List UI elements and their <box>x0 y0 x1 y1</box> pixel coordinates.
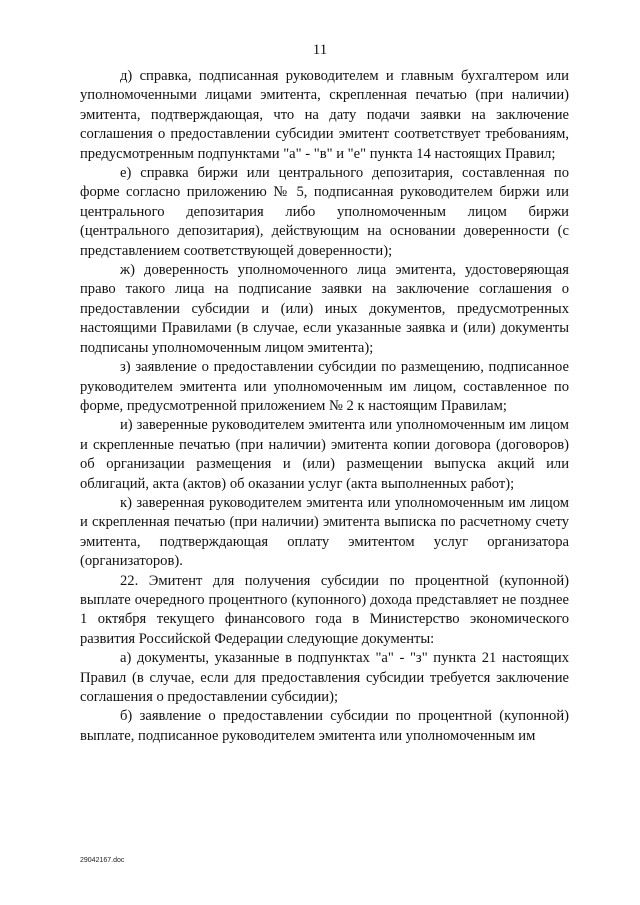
paragraph-zh: ж) доверенность уполномоченного лица эмитента, удостоверяющая право такого лица на подписание заявки на заключение соглашения о предоставлении субсидии и (или) иных документов, предусмотренных настоящими Правилами (в случае, если указанные заявка и (или) документы подписаны уполномоченным лицом эмитента); <box>80 262 569 356</box>
document-body <box>80 67 569 746</box>
paragraph-22-b: б) заявление о предоставлении субсидии по процентной (купонной) выплате, подписанное руководителем эмитента или уполномоченным им <box>80 708 569 744</box>
paragraph-e: е) справка биржи или центрального депозитария, составленная по форме согласно приложению № 5, подписанная руководителем биржи или центрального депозитария либо уполномоченным лицом биржи (центрального депозитария), действующим на основании доверенности (с представлением соответствующей доверенности); <box>80 165 569 259</box>
paragraph-22: 22. Эмитент для получения субсидии по процентной (купонной) выплате очередного процентного (купонного) дохода представляет не позднее 1 октября текущего финансового года в Министерство экономического развития Российской Федерации следующие документы: <box>80 572 569 647</box>
paragraph-k: к) заверенная руководителем эмитента или уполномоченным им лицом и скрепленная печатью (при наличии) эмитента выписка по расчетному счету эмитента, подтверждающая оплату эмитентом услуг организатора (организаторов). <box>80 494 569 570</box>
footer-filename: 29042167.doc <box>80 857 125 864</box>
paragraph-22-a: а) документы, указанные в подпунктах "а" - "з" пункта 21 настоящих Правил (в случае, если для предоставления субсидии требуется заключение соглашения о предоставлении субсидии); <box>80 650 569 705</box>
paragraph-z: з) заявление о предоставлении субсидии по размещению, подписанное руководителем эмитента или уполномоченным им лицом, составленное по форме, предусмотренной приложением № 2 к настоящим Правилам; <box>80 359 569 414</box>
paragraph-d: д) справка, подписанная руководителем и главным бухгалтером или уполномоченными лицами эмитента, скрепленная печатью (при наличии) эмитента, подтверждающая, что на дату подачи заявки на заключение соглашения о предоставлении субсидии эмитент соответствует требованиям, предусмотренным подпунктами "а" - "в" и "е" пункта 14 настоящих Правил; <box>80 68 569 162</box>
paragraph-i: и) заверенные руководителем эмитента или уполномоченным им лицом и скрепленные печатью (при наличии) эмитента копии договора (договоров) об организации размещения и (или) размещении выпуска акций или облигаций, акта (актов) об оказании услуг (акта выполненных работ); <box>80 417 569 492</box>
page-number: 11 <box>312 42 328 58</box>
